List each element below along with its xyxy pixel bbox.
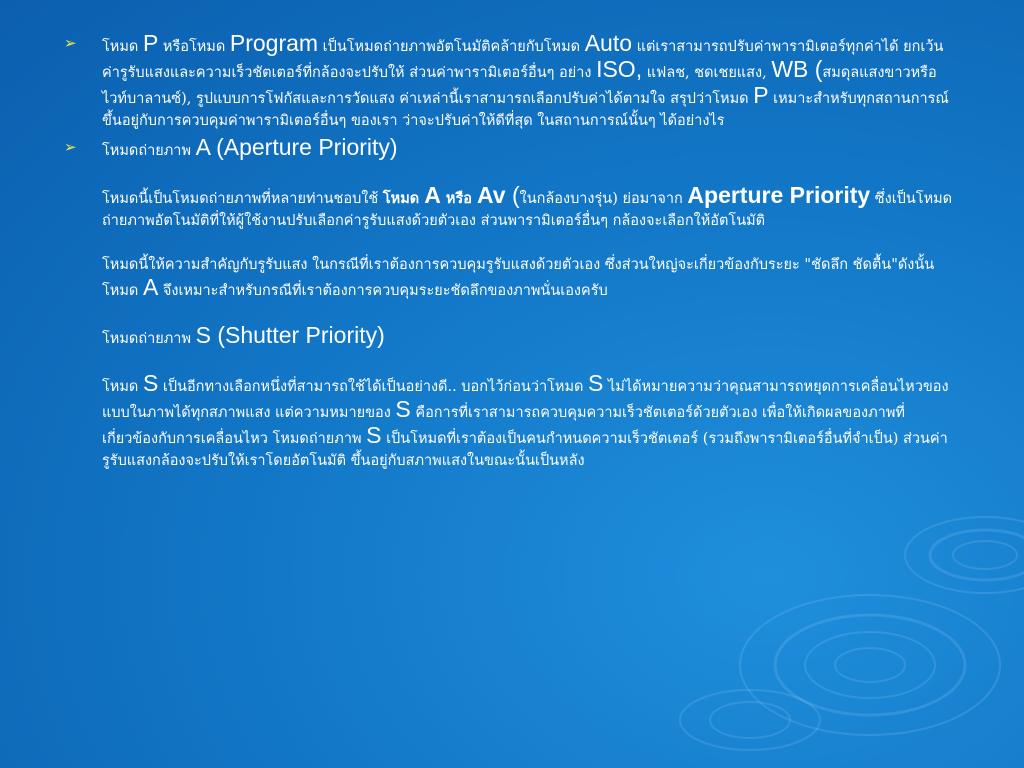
text: โหมดถ่ายภาพ <box>102 331 196 347</box>
text: โหมด <box>102 39 143 55</box>
mode-letter: A <box>424 182 441 208</box>
mode-letter: S <box>588 370 604 396</box>
mode-letter: S <box>395 396 411 422</box>
text: เป็นอีกทางเลือกหนึ่งที่สามารถใช้ได้เป็นอย่างดี.. บอกไว้ก่อนว่าโหมด <box>158 379 589 395</box>
mode-name: Auto <box>584 30 633 56</box>
bullet-program-mode <box>64 32 954 132</box>
text: โหมด <box>102 379 143 395</box>
mode-letter: S <box>366 422 382 448</box>
term: WB ( <box>771 56 823 82</box>
text: หรือโหมด <box>158 39 230 55</box>
section-heading: A (Aperture Priority) <box>195 134 398 160</box>
text: แฟลช, ชดเชยแสง, <box>642 65 772 81</box>
text: แต่เราสามารถปรับค่าพารามิเตอร์ทุกค่าได้ ยกเว้นค่ารูรับแสงและความเร็วชัตเตอร์ที่กล้องจะปรับให้ ส่วนค่าพารามิเตอร์อื่นๆ อย่าง <box>102 39 944 81</box>
term: ISO, <box>596 56 643 82</box>
text: ในกล้องบางรุ่น) ย่อมาจาก <box>519 191 688 207</box>
mode-name: Program <box>229 30 319 56</box>
mode-letter: A <box>142 274 159 300</box>
paragraph-aperture-intro <box>64 184 954 232</box>
text: จึงเหมาะสำหรับกรณีที่เราต้องการควบคุมระยะชัดลึกของภาพนั่นเองครับ <box>158 283 608 299</box>
mode-letter: S <box>142 370 159 396</box>
mode-letter: P <box>142 30 159 56</box>
mode-letter: P <box>753 82 769 108</box>
paragraph-shutter-detail <box>64 372 954 472</box>
text: ไม่ได้หมายความว่าคุณสามารถหยุดการเคลื่อนไหวของแบบในภาพได้ทุกสภาพแสง แต่ความหมายของ <box>102 379 949 421</box>
section-heading: S (Shutter Priority) <box>195 322 385 348</box>
text: เป็นโหมดถ่ายภาพอัตโนมัติคล้ายกับโหมด <box>318 39 585 55</box>
mode-letter: Av <box>477 182 506 208</box>
slide-body <box>64 32 954 472</box>
text: โหมด <box>382 190 425 207</box>
paragraph-aperture-usage <box>64 254 954 302</box>
text: โหมดนี้เป็นโหมดถ่ายภาพที่หลายท่านชอบใช้ <box>102 191 383 207</box>
text: หรือ <box>440 190 477 207</box>
text: คือการที่เราสามารถควบคุมความเร็วชัตเตอร์ด้วยตัวเอง เพื่อให้เกิดผลของภาพที่เกี่ยวข้องกับการเคลื่อนไหว โหมดถ่ายภาพ <box>102 405 905 447</box>
paragraph-shutter-heading <box>64 324 954 350</box>
text: โหมดนี้ให้ความสำคัญกับรูรับแสง ในกรณีที่เราต้องการควบคุมรูรับแสงด้วยตัวเอง ซึ่งส่วนใหญ่จะเกี่ยวข้องกับระยะ "ชัดลึก ชัดตื้น"ดังนั้นโหมด <box>102 257 935 299</box>
text: เหมาะสำหรับทุกสถานการณ์ ขึ้นอยู่กับการควบคุมค่าพารามิเตอร์อื่นๆ ของเรา ว่าจะปรับค่าให้ดีที่สุด ในสถานการณ์นั้นๆ ได้อย่างไร <box>102 91 949 129</box>
text: ( <box>505 182 520 208</box>
arrow-bullet-icon: ➢ <box>64 34 77 52</box>
term: Aperture Priority <box>687 182 871 208</box>
text: สมดุลแสงขาวหรือไวท์บาลานซ์), รูปแบบการโฟกัสและการวัดแสง ค่าเหล่านี้เราสามารถเลือกปรับค่าได้ตามใจ สรุปว่าโหมด <box>102 65 937 107</box>
text: โหมดถ่ายภาพ <box>102 143 196 159</box>
text: ซึ่งเป็นโหมดถ่ายภาพอัตโนมัติที่ให้ผู้ใช้งานปรับเลือกค่ารูรับแสงด้วยตัวเอง ส่วนพารามิเตอร์อื่นๆ กล้องจะเลือกให้อัตโนมัติ <box>102 191 953 229</box>
bullet-aperture-mode <box>64 136 954 162</box>
text: เป็นโหมดที่เราต้องเป็นคนกำหนดความเร็วชัตเตอร์ (รวมถึงพารามิเตอร์อื่นที่จำเป็น) ส่วนค่ารูรับแสงกล้องจะปรับให้เราโดยอัตโนมัติ ขึ้นอยู่กับสภาพแสงในขณะนั้นเป็นหลัง <box>102 431 948 469</box>
arrow-bullet-icon: ➢ <box>64 138 77 156</box>
